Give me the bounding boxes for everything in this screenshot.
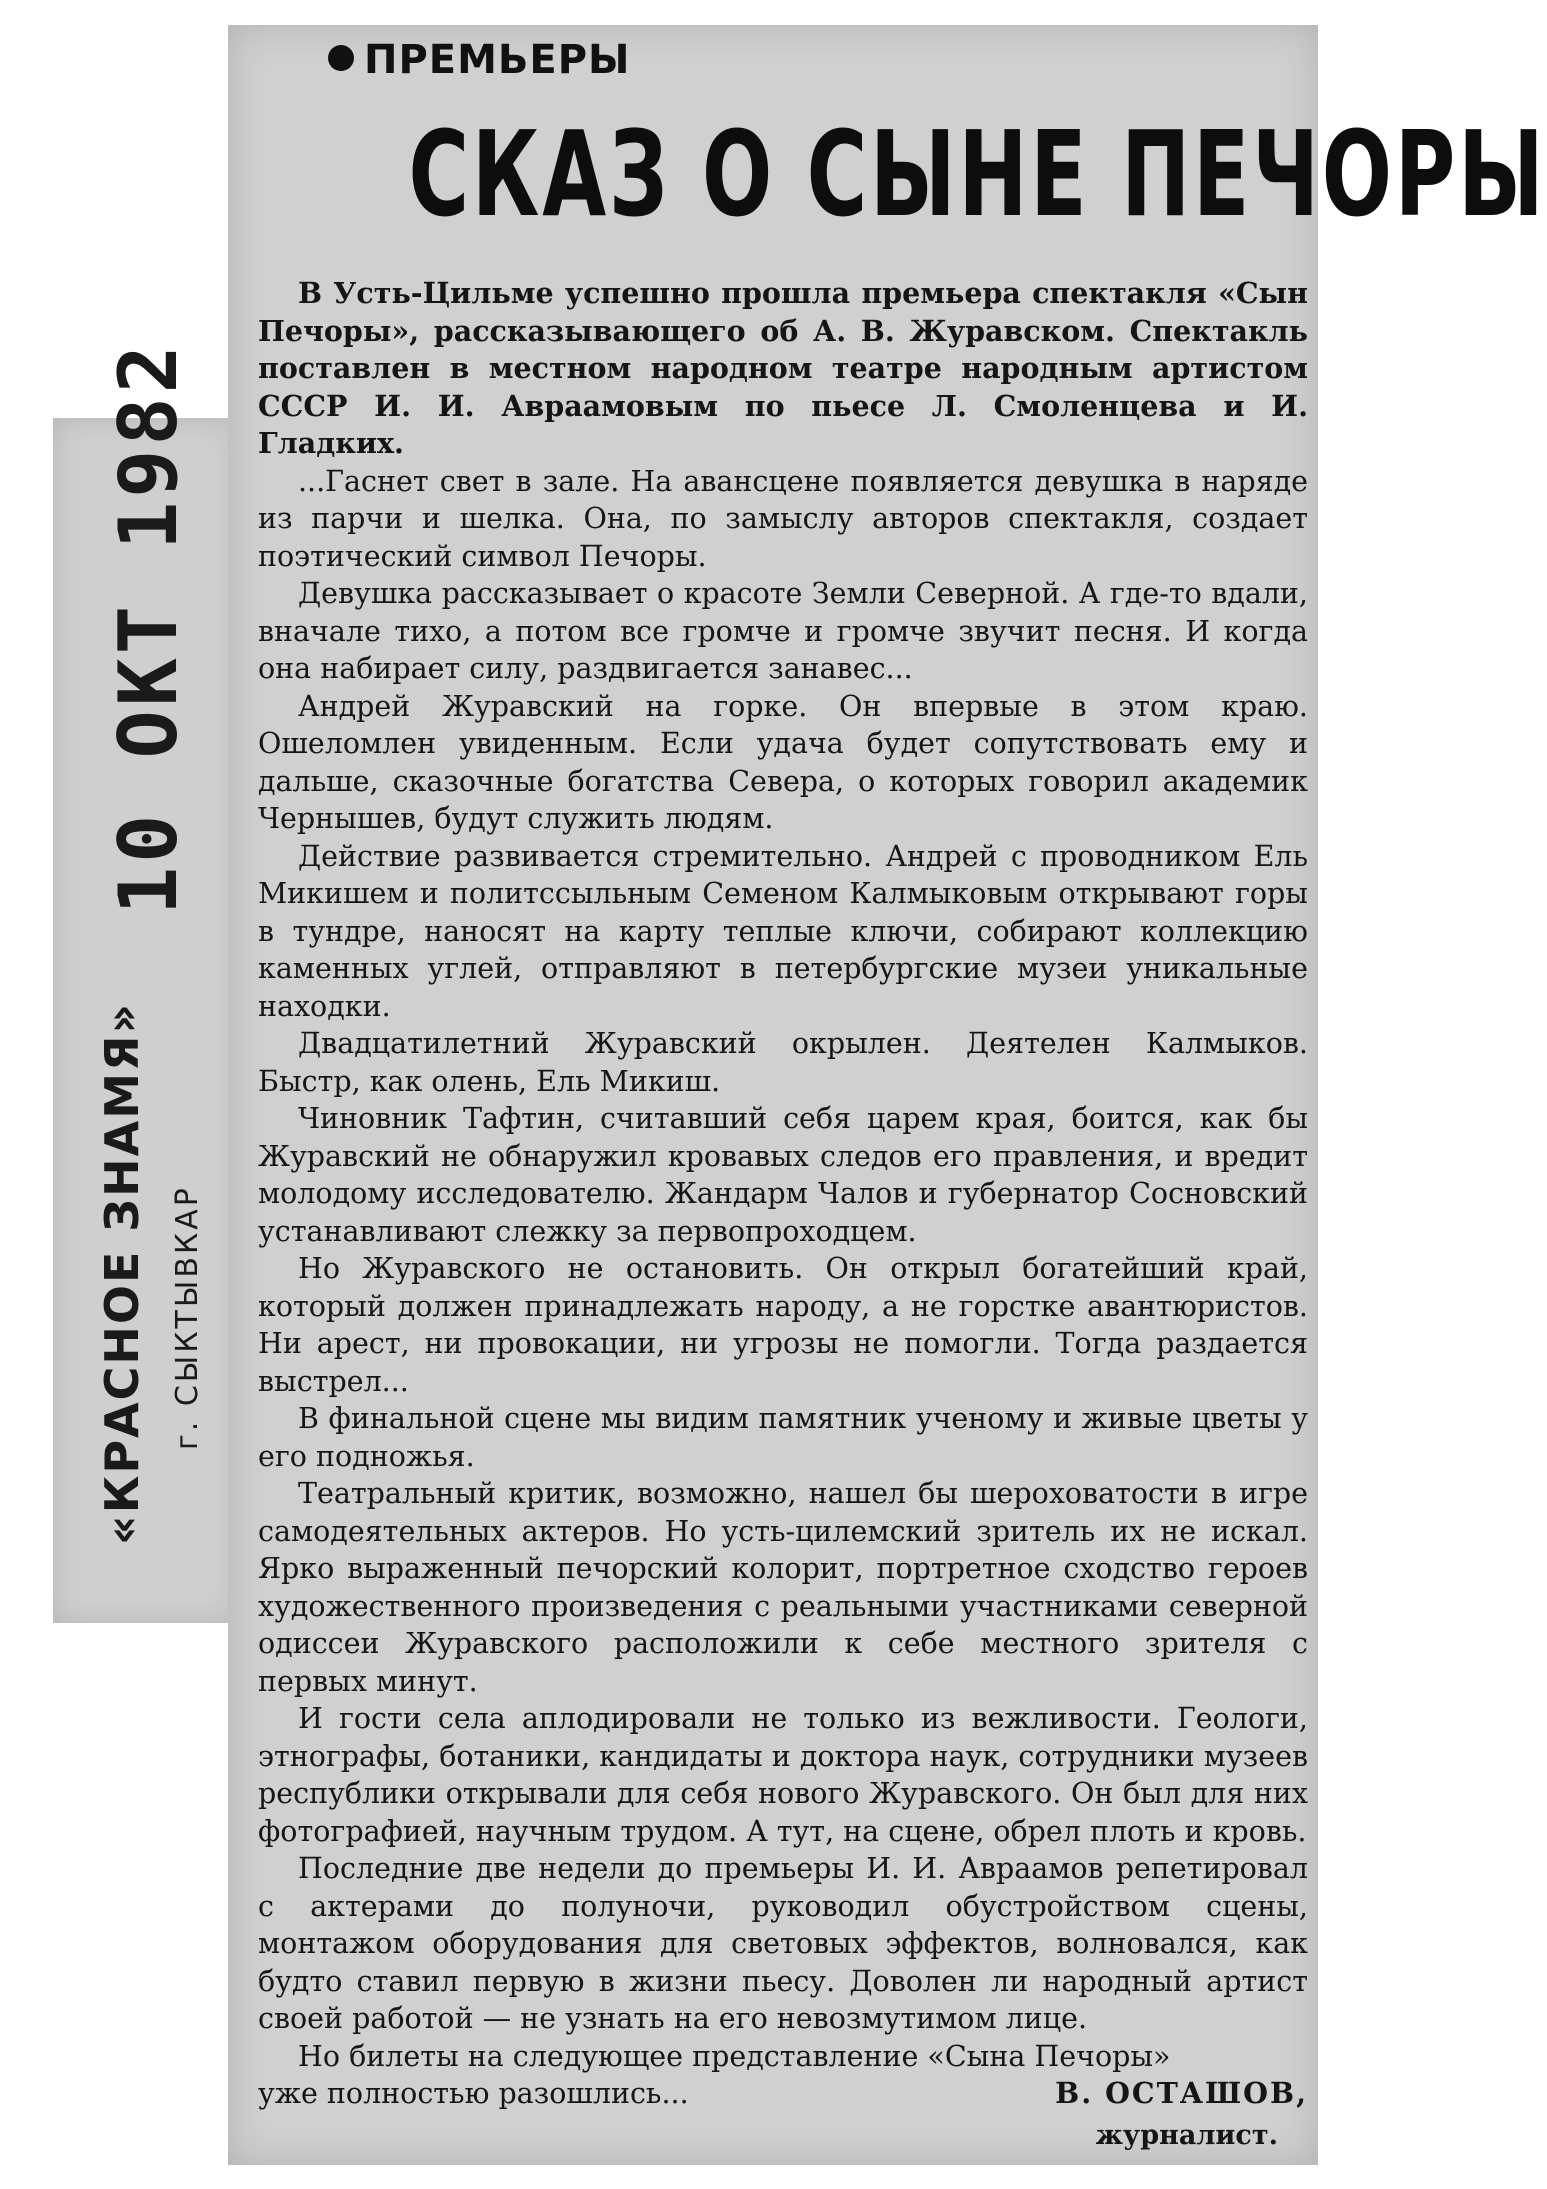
article-paragraph: Но Журавского не остановить. Он открыл богатейший край, который должен принадлежать народу, а не горстке авантюристов. Ни арест, ни провокации, ни угрозы не помогли. Тогда раздается выстрел...	[258, 1252, 1308, 1398]
article-paragraph: ...Гаснет свет в зале. На авансцене появляется девушка в наряде из парчи и шелка. Она, по замыслу авторов спектакля, создает поэтический символ Печоры.	[258, 464, 1308, 573]
stamp-date: 10 ОКТ 1982	[102, 341, 195, 915]
article-paragraph: Чиновник Тафтин, считавший себя царем края, боится, как бы Журавский не обнаружил кровавых следов его правления, и вредит молодому исследователю. Жандарм Чалов и губернатор Сосновский устанавливают слежку за первопроходцем.	[258, 1102, 1308, 1248]
article-lead: В Усть-Цильме успешно прошла премьера спектакля «Сын Печоры», рассказывающего об А. В. Журавском. Спектакль поставлен в местном народном театре народным артистом СССР И. И. Авраамовым по пьесе Л. Смоленцева и И. Гладких.	[258, 276, 1308, 460]
article-paragraph: Девушка рассказывает о красоте Земли Северной. А где-то вдали, вначале тихо, а потом все громче и громче звучит песня. И когда она набирает силу, раздвигается занавес...	[258, 577, 1308, 685]
article-paragraph: Двадцатилетний Журавский окрылен. Деятелен Калмыков. Быстр, как олень, Ель Микиш.	[258, 1027, 1308, 1098]
article-paragraph: И гости села аплодировали не только из вежливости. Геологи, этнографы, ботаники, кандидаты и доктора наук, сотрудники музеев республики открывали для себя нового Журавского. Он был для них фотографией, научным трудом. А тут, на сцене, обрел плоть и кровь.	[258, 1702, 1308, 1848]
article-paragraph: Театральный критик, возможно, нашел бы шероховатости в игре самодеятельных актеров. Но усть-цилемский зритель их не искал. Ярко выраженный печорский колорит, портретное сходство героев художественного произведения с реальными участниками северной одиссеи Журавского расположили к себе местного зрителя с первых минут.	[258, 1477, 1308, 1698]
bullet-icon	[328, 45, 354, 71]
byline-row	[258, 2075, 1308, 2113]
author-role: журналист.	[1095, 2119, 1278, 2151]
article-body	[258, 275, 1308, 2154]
article-paragraph: Действие развивается стремительно. Андрей с проводником Ель Микишем и политссыльным Семеном Калмыковым открывают горы в тундре, наносят на карту теплые ключи, собирают коллекцию каменных углей, отправляют в петербургские музеи уникальные находки.	[258, 839, 1308, 1023]
article-closing: уже полностью разошлись...	[258, 2077, 689, 2110]
headline: СКАЗ О СЫНЕ ПЕЧОРЫ	[408, 105, 1547, 243]
article-paragraph: Но билеты на следующее представление «Сына Печоры»	[298, 2039, 1171, 2073]
article-paragraph: Последние две недели до премьеры И. И. Авраамов репетировал с актерами до полуночи, руководил обустройством сцены, монтажом оборудования для световых эффектов, волновался, как будто ставил первую в жизни пьесу. Доволен ли народный артист своей работой — не узнать на его невозмутимом лице.	[258, 1852, 1308, 2035]
newspaper-clipping	[228, 25, 1547, 2165]
rubric	[328, 37, 631, 83]
article-paragraph: В финальной сцене мы видим памятник ученому и живые цветы у его подножья.	[258, 1402, 1308, 1473]
article-paragraph: Андрей Журавский на горке. Он впервые в этом краю. Ошеломлен увиденным. Если удача будет сопутствовать ему и дальше, сказочные богатства Севера, о которых говорил академик Чернышев, будут служить людям.	[258, 689, 1308, 835]
stamp-newspaper-name: «КРАСНОЕ ЗНАМЯ»	[95, 1001, 149, 1545]
rubric-label: ПРЕМЬЕРЫ	[364, 37, 631, 83]
author-name: В. ОСТАШОВ,	[1055, 2076, 1308, 2110]
stamp-city: г. СЫКТЫВКАР	[170, 1185, 205, 1450]
